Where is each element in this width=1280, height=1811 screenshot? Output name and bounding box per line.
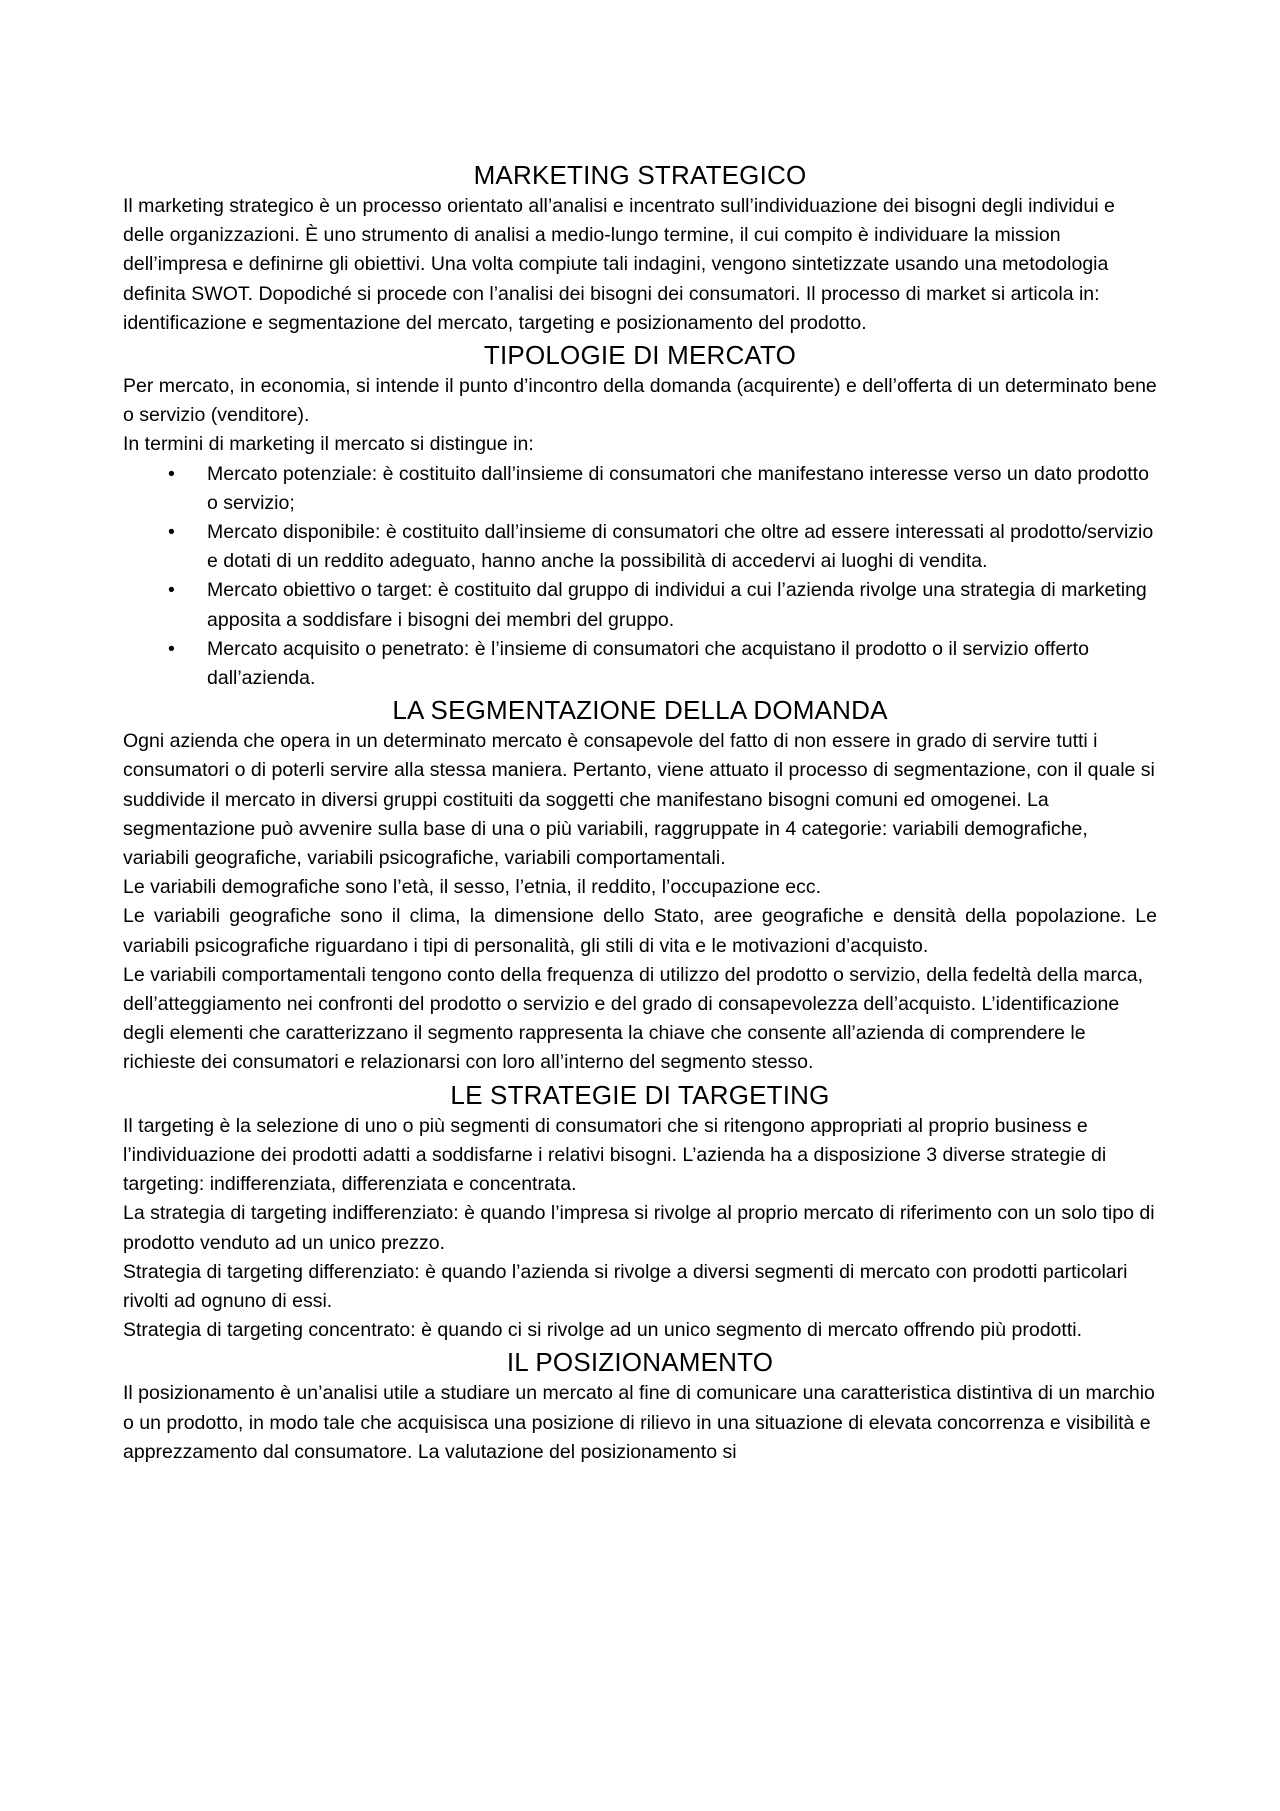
paragraph: Strategia di targeting differenziato: è quando l’azienda si rivolge a diversi segmenti di mercato con prodotti particolari rivolti ad ognuno di essi. bbox=[123, 1260, 1128, 1312]
paragraph: La strategia di targeting indifferenziato: è quando l’impresa si rivolge al proprio mercato di riferimento con un solo tipo di prodotto venduto ad un unico prezzo. bbox=[123, 1202, 1155, 1254]
bullet-icon: • bbox=[168, 637, 175, 660]
list-item-text: Mercato obiettivo o target: è costituito dal gruppo di individui a cui l’azienda rivolge una strategia di marketing apposita a soddisfare i bisogni dei membri del gruppo. bbox=[207, 579, 1147, 631]
section-title-tipologie-di-mercato: TIPOLOGIE DI MERCATO bbox=[483, 340, 797, 371]
paragraph: Il posizionamento è un’analisi utile a studiare un mercato al fine di comunicare una caratteristica distintiva di un marchio o un prodotto, in modo tale che acquisisca una posizione di rilievo in una situazione di elevata concorrenza e visibilità e apprezzamento dal consumatore. La valutazione del posizionamento si bbox=[123, 1382, 1155, 1463]
paragraph: In termini di marketing il mercato si distingue in: bbox=[123, 433, 534, 456]
section-title-segmentazione: LA SEGMENTAZIONE DELLA DOMANDA bbox=[392, 695, 888, 726]
paragraph: Le variabili geografiche sono il clima, la dimensione dello Stato, aree geografiche e densità della popolazione. Le variabili psicografiche riguardano i tipi di personalità, gli stili di vita e le motivazioni d’acquisto. bbox=[123, 905, 1157, 957]
paragraph: Le variabili demografiche sono l’età, il sesso, l’etnia, il reddito, l’occupazione ecc. bbox=[123, 876, 822, 899]
document-body bbox=[123, 158, 1157, 1467]
list-item-text: Mercato disponibile: è costituito dall’insieme di consumatori che oltre ad essere interessati al prodotto/servizio e dotati di un reddito adeguato, hanno anche la possibilità di accedervi ai luoghi di vendita. bbox=[207, 521, 1154, 573]
bullet-icon: • bbox=[168, 462, 175, 485]
paragraph: Per mercato, in economia, si intende il punto d’incontro della domanda (acquirente) e dell’offerta di un determinato bene o servizio (venditore). bbox=[123, 375, 1157, 427]
list-item-text: Mercato acquisito o penetrato: è l’insieme di consumatori che acquistano il prodotto o il servizio offerto dall’azienda. bbox=[207, 637, 1089, 690]
bullet-icon: • bbox=[168, 521, 175, 544]
paragraph: Ogni azienda che opera in un determinato mercato è consapevole del fatto di non essere in grado di servire tutti i consumatori o di poterli servire alla stessa maniera. Pertanto, viene attuato il processo di segmentazione, con il quale si suddivide il mercato in diversi gruppi costituiti da soggetti che manifestano bisogni comuni ed omogenei. La segmentazione può avvenire sulla base di una o più variabili, raggruppate in 4 categorie: variabili demografiche, variabili geografiche, variabili psicografiche, variabili comportamentali. bbox=[123, 730, 1155, 870]
bullet-icon: • bbox=[168, 579, 175, 602]
list-item-text: Mercato potenziale: è costituito dall’insieme di consumatori che manifestano interesse verso un dato prodotto o servizio; bbox=[207, 462, 1149, 514]
paragraph: Il targeting è la selezione di uno o più segmenti di consumatori che si ritengono appropriati al proprio business e l’individuazione dei prodotti adatti a soddisfarne i relativi bisogni. L’azienda ha a disposizione 3 diverse strategie di targeting: indifferenziata, differenziata e concentrata. bbox=[123, 1114, 1107, 1196]
section-title-strategie-di-targeting: LE STRATEGIE DI TARGETING bbox=[450, 1079, 830, 1110]
paragraph: Le variabili comportamentali tengono conto della frequenza di utilizzo del prodotto o servizio, della fedeltà della marca, dell’atteggiamento nei confronti del prodotto o servizio e del grado di consapevolezza dell’acquisto. L’identificazione degli elementi che caratterizzano il segmento rappresenta la chiave che consente all’azienda di comprendere le richieste dei consumatori e relazionarsi con loro all’interno del segmento stesso. bbox=[123, 963, 1144, 1074]
market-types-list bbox=[123, 460, 1157, 694]
list-item bbox=[123, 576, 1157, 634]
list-item bbox=[123, 460, 1157, 518]
list-item bbox=[123, 635, 1157, 693]
section-title-marketing-strategico: MARKETING STRATEGICO bbox=[473, 160, 807, 190]
section-title-posizionamento: IL POSIZIONAMENTO bbox=[506, 1347, 774, 1378]
list-item bbox=[123, 518, 1157, 576]
paragraph: Strategia di targeting concentrato: è quando ci si rivolge ad un unico segmento di mercato offrendo più prodotti. bbox=[123, 1319, 1082, 1342]
paragraph: Il marketing strategico è un processo orientato all’analisi e incentrato sull’individuazione dei bisogni degli individui e delle organizzazioni. È uno strumento di analisi a medio-lungo termine, il cui compito è individuare la mission dell’impresa e definirne gli obiettivi. Una volta compiute tali indagini, vengono sintetizzate usando una metodologia definita SWOT. Dopodiché si procede con l’analisi dei bisogni dei consumatori. Il processo di market si articola in: identificazione e segmentazione del mercato, targeting e posizionamento del prodotto. bbox=[123, 195, 1115, 334]
